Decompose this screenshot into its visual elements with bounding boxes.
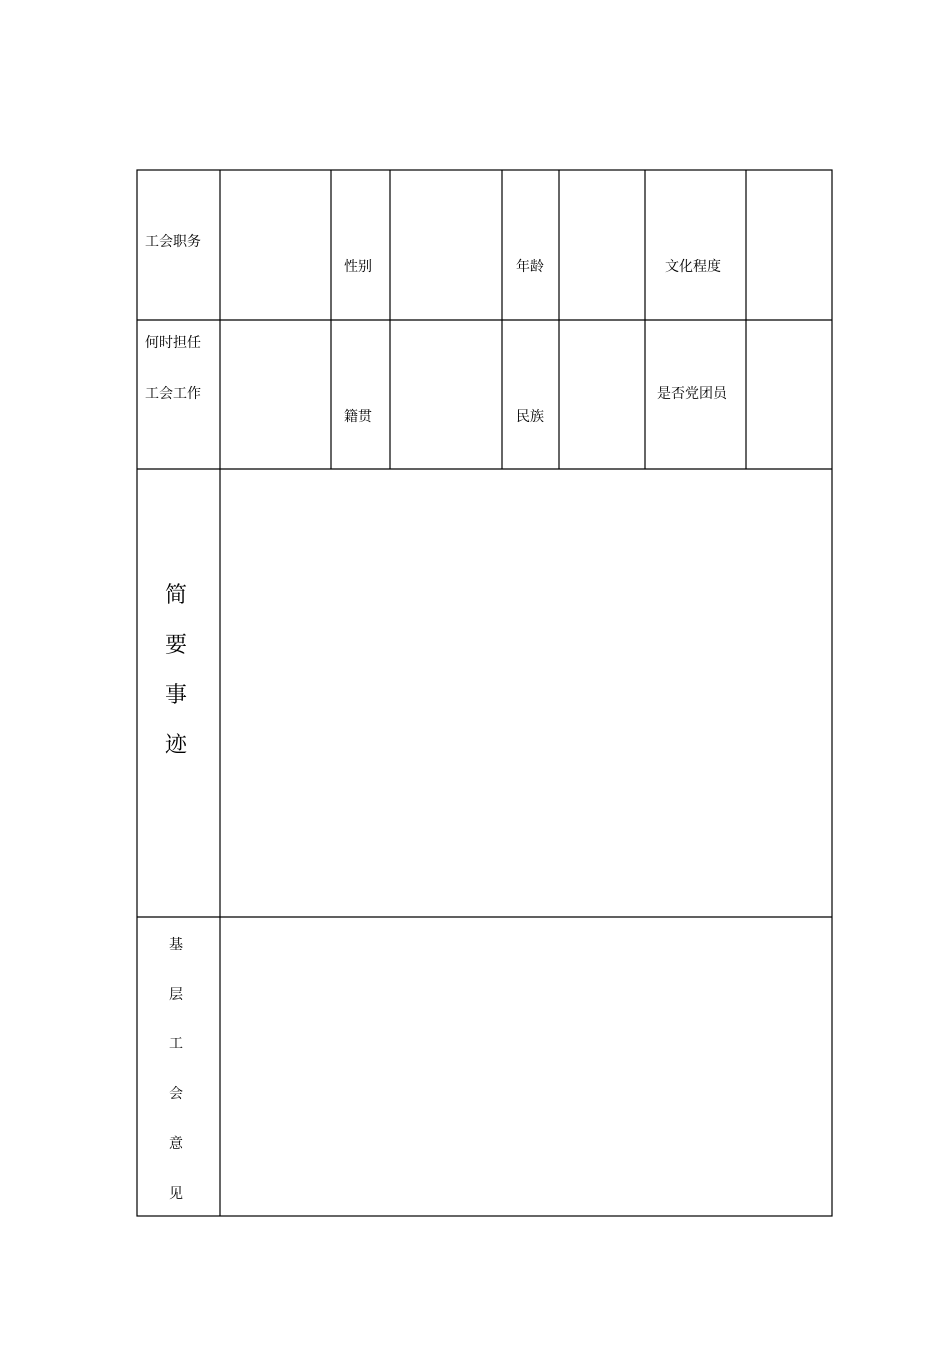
deeds-field[interactable]	[221, 470, 831, 916]
age-label: 年龄	[516, 259, 544, 275]
deeds-label-char-1: 简	[164, 583, 188, 608]
party-member-label: 是否党团员	[657, 386, 727, 402]
education-label: 文化程度	[665, 259, 721, 275]
opinion-field[interactable]	[221, 918, 831, 1215]
age-field[interactable]	[560, 171, 644, 319]
start-time-label-line1: 何时担任	[145, 335, 201, 351]
union-position-field[interactable]	[221, 171, 330, 319]
opinion-label-char-3: 工	[169, 1036, 183, 1052]
union-position-label: 工会职务	[145, 234, 201, 250]
gender-field[interactable]	[391, 171, 501, 319]
opinion-label-char-6: 见	[169, 1186, 183, 1202]
native-place-label: 籍贯	[344, 409, 372, 425]
deeds-label-char-4: 迹	[164, 733, 188, 758]
start-time-field[interactable]	[221, 321, 330, 468]
ethnicity-label: 民族	[516, 409, 544, 425]
opinion-label-char-4: 会	[169, 1086, 183, 1102]
native-place-field[interactable]	[391, 321, 501, 468]
start-time-label-line2: 工会工作	[145, 386, 201, 402]
opinion-label-char-2: 层	[169, 987, 183, 1003]
ethnicity-field[interactable]	[560, 321, 644, 468]
deeds-label-char-2: 要	[164, 633, 188, 658]
opinion-label-char-5: 意	[169, 1136, 183, 1152]
education-field[interactable]	[747, 171, 831, 319]
opinion-label-char-1: 基	[169, 937, 183, 953]
party-member-field[interactable]	[747, 321, 831, 468]
deeds-label-char-3: 事	[164, 683, 188, 708]
gender-label: 性别	[344, 259, 372, 275]
